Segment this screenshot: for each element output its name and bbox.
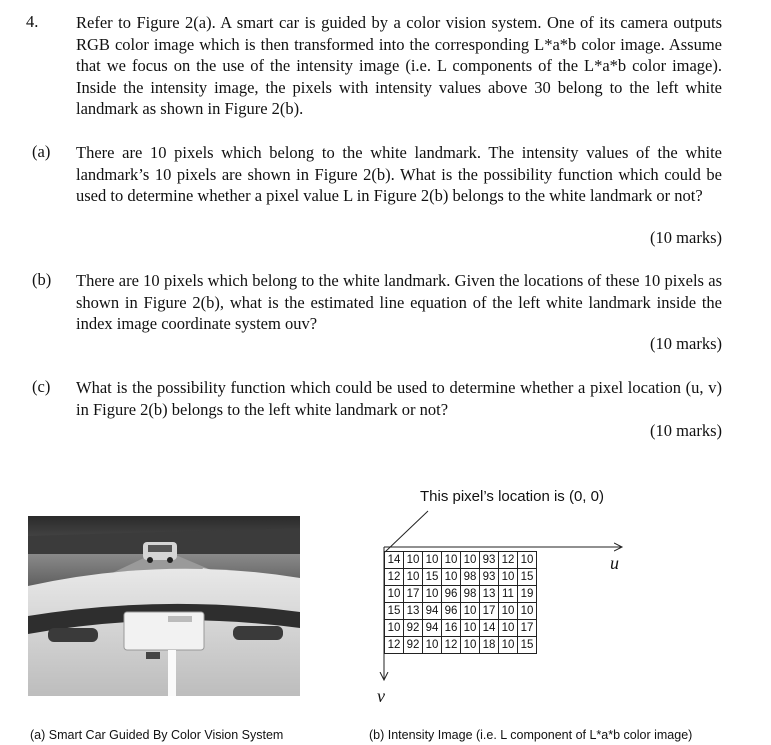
part-c-text: What is the possibility function which could be used to determine whether a pixel location (u, v) in Figure 2(b) belongs to the left white landmark or not? [76, 378, 722, 419]
grid-cell: 10 [461, 620, 480, 637]
grid-cell: 17 [404, 586, 423, 603]
grid-cell: 94 [423, 603, 442, 620]
grid-cell: 17 [480, 603, 499, 620]
v-axis-label: v [377, 686, 385, 706]
grid-cell: 12 [442, 637, 461, 654]
grid-cell: 12 [385, 569, 404, 586]
part-c-label: (c) [32, 377, 51, 396]
grid-cell: 12 [385, 637, 404, 654]
grid-cell: 10 [461, 552, 480, 569]
smart-car-photo [28, 516, 300, 696]
grid-cell: 15 [518, 569, 537, 586]
grid-cell: 10 [518, 603, 537, 620]
part-b-marks: (10 marks) [650, 334, 722, 353]
grid-cell: 98 [461, 569, 480, 586]
grid-cell: 10 [423, 637, 442, 654]
grid-cell: 10 [404, 552, 423, 569]
grid-cell: 10 [499, 637, 518, 654]
question-intro: Refer to Figure 2(a). A smart car is guided by a color vision system. One of its camera outputs RGB color image which is then transformed into the corresponding L*a*b color image. Assume that we focus on the use of the intensity image (i.e. L components of the L*a*b color image). Inside the intensity image, the pixels with intensity values above 30 belong to the left white landmark as shown in Figure 2(b). [76, 13, 722, 118]
grid-cell: 15 [518, 637, 537, 654]
grid-cell: 10 [442, 569, 461, 586]
grid-cell: 10 [499, 620, 518, 637]
part-b-label: (b) [32, 270, 52, 289]
grid-cell: 10 [518, 552, 537, 569]
grid-cell: 10 [461, 637, 480, 654]
part-a-marks: (10 marks) [650, 228, 722, 247]
pixel-location-note: This pixel’s location is (0, 0) [420, 488, 604, 505]
grid-cell: 10 [385, 586, 404, 603]
part-c-marks: (10 marks) [650, 421, 722, 440]
grid-cell: 14 [480, 620, 499, 637]
grid-cell: 13 [404, 603, 423, 620]
grid-cell: 15 [423, 569, 442, 586]
part-b-text: There are 10 pixels which belong to the white landmark. Given the locations of these 10 pixels as shown in Figure 2(b), what is the estimated line equation of the left white landmark inside the index image coordinate system ouv? [76, 271, 722, 333]
pointer-line [385, 511, 428, 552]
grid-row [385, 552, 537, 569]
grid-cell: 10 [423, 586, 442, 603]
grid-cell: 10 [385, 620, 404, 637]
grid-row [385, 569, 537, 586]
grid-cell: 10 [404, 569, 423, 586]
grid-cell: 92 [404, 620, 423, 637]
grid-cell: 15 [385, 603, 404, 620]
grid-cell: 17 [518, 620, 537, 637]
u-axis-label: u [610, 553, 619, 573]
grid-cell: 19 [518, 586, 537, 603]
grid-cell: 10 [461, 603, 480, 620]
grid-cell: 11 [499, 586, 518, 603]
car-interior-illustration [28, 516, 300, 696]
grid-cell: 96 [442, 603, 461, 620]
grid-cell: 10 [442, 552, 461, 569]
grid-row [385, 586, 537, 603]
question-number: 4. [26, 12, 39, 31]
grid-cell: 14 [385, 552, 404, 569]
grid-cell: 13 [480, 586, 499, 603]
grid-cell: 10 [423, 552, 442, 569]
grid-cell: 10 [499, 603, 518, 620]
grid-cell: 93 [480, 552, 499, 569]
intensity-grid [384, 551, 537, 654]
caption-a: (a) Smart Car Guided By Color Vision System [30, 728, 284, 742]
grid-row [385, 620, 537, 637]
grid-cell: 93 [480, 569, 499, 586]
grid-cell: 96 [442, 586, 461, 603]
grid-cell: 18 [480, 637, 499, 654]
grid-cell: 94 [423, 620, 442, 637]
caption-b: (b) Intensity Image (i.e. L component of L*a*b color image) [369, 728, 693, 742]
grid-row [385, 637, 537, 654]
grid-cell: 92 [404, 637, 423, 654]
part-a-text: There are 10 pixels which belong to the white landmark. The intensity values of the white landmark’s 10 pixels are shown in Figure 2(b). What is the possibility function which could be used to determine whether a pixel value L in Figure 2(b) belongs to the white landmark or not? [76, 143, 722, 205]
grid-cell: 98 [461, 586, 480, 603]
part-a-label: (a) [32, 142, 51, 161]
grid-cell: 10 [499, 569, 518, 586]
grid-row [385, 603, 537, 620]
grid-cell: 12 [499, 552, 518, 569]
grid-cell: 16 [442, 620, 461, 637]
